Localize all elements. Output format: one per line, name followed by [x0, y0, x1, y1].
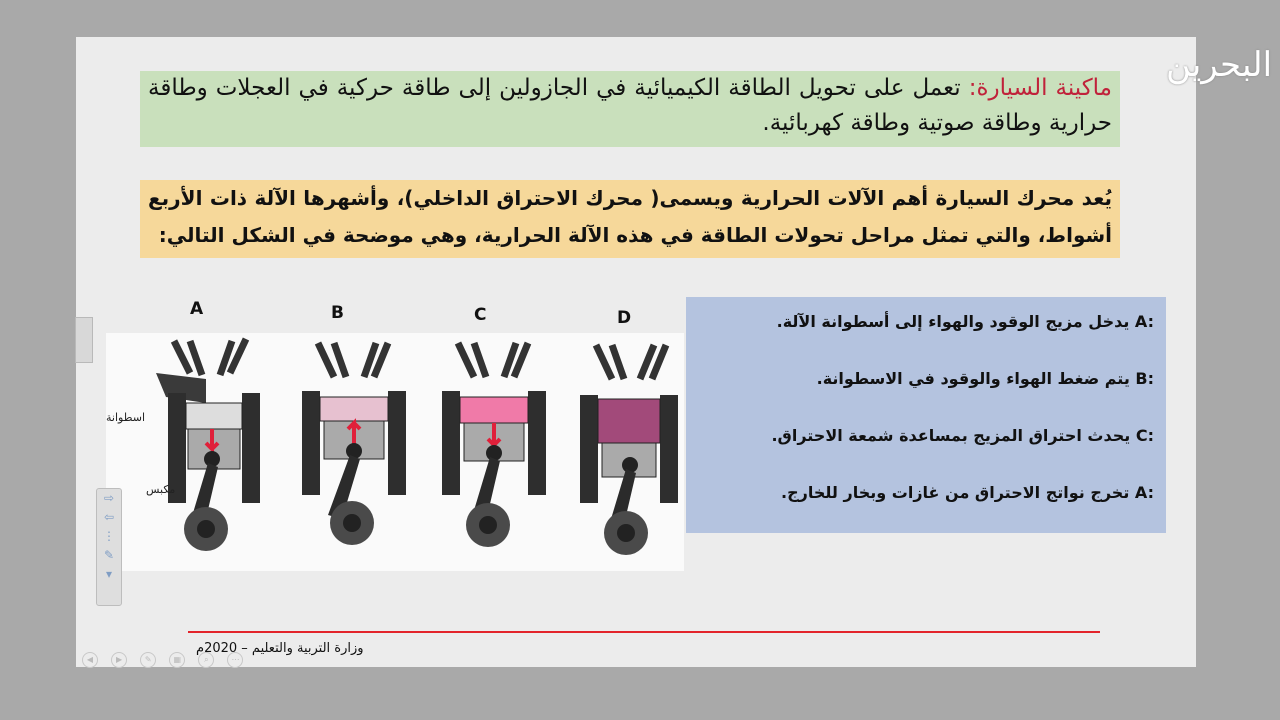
- chevron-down-icon[interactable]: ▾: [105, 567, 113, 581]
- stroke-label-c: C: [474, 305, 487, 325]
- annotation-toolbar: [96, 488, 122, 606]
- bahrain-logo: البحرين: [1165, 45, 1273, 85]
- footer-divider: [188, 631, 1100, 633]
- stroke-label-a: A: [190, 299, 204, 319]
- definition-body: تعمل على تحويل الطاقة الكيميائية في الجازولين إلى طاقة حركية في العجلات وطاقة حرارية وطاقة صوتية وطاقة كهربائية.: [148, 75, 1112, 136]
- engine-diagram-d: [568, 333, 684, 571]
- definition-term: ماكينة السيارة:: [968, 75, 1112, 101]
- engine-diagram-a: [146, 333, 281, 571]
- engine-diagram-b: [288, 333, 423, 571]
- footer-ministry: وزارة التربية والتعليم – 2020م: [196, 641, 364, 656]
- prev-arrow-icon[interactable]: ⇦: [103, 510, 115, 524]
- stroke-label-b: B: [331, 303, 344, 323]
- stroke-steps-box: [686, 297, 1166, 533]
- pen-tool-icon[interactable]: ✎: [140, 652, 156, 668]
- engine-intro-text: يُعد محرك السيارة أهم الآلات الحرارية ويسمى( محرك الاحتراق الداخلي)، وأشهرها الآلة ذات الأربع أشواط، والتي تمثل مراحل تحولات الطاقة في هذه الآلة الحرارية، وهي موضحة في الشكل التالي:: [148, 186, 1112, 247]
- definition-box: [140, 71, 1120, 147]
- slides-grid-icon[interactable]: ▦: [169, 652, 185, 668]
- slide: [76, 37, 1273, 667]
- four-stroke-engine-figure: [106, 333, 684, 571]
- slide-panel-tab[interactable]: [75, 317, 93, 363]
- step-combustion: C: يحدث احتراق المزيج بمساعدة شمعة الاحتراق.: [771, 426, 1154, 445]
- step-compression: B: يتم ضغط الهواء والوقود في الاسطوانة.: [816, 369, 1154, 388]
- prev-slide-icon[interactable]: ◀: [82, 652, 98, 668]
- playback-controls: [82, 647, 251, 663]
- next-slide-icon[interactable]: ▶: [111, 652, 127, 668]
- step-exhaust: A: تخرج نواتج الاحتراق من غازات وبخار للخارج.: [781, 483, 1154, 502]
- more-options-icon[interactable]: ⋯: [227, 652, 243, 668]
- zoom-icon[interactable]: ⌕: [198, 652, 214, 668]
- engine-diagram-c: [428, 333, 563, 571]
- cylinder-label: اسطوانة: [106, 411, 145, 424]
- step-intake: A: يدخل مزيج الوقود والهواء إلى أسطوانة الآلة.: [776, 312, 1154, 331]
- pen-icon[interactable]: ✎: [103, 548, 115, 562]
- piston-label: مكبس: [146, 483, 176, 496]
- engine-intro-box: [140, 180, 1120, 258]
- stroke-label-d: D: [617, 308, 632, 328]
- dots-icon[interactable]: ⋮: [103, 529, 115, 543]
- next-arrow-icon[interactable]: ⇨: [103, 491, 115, 505]
